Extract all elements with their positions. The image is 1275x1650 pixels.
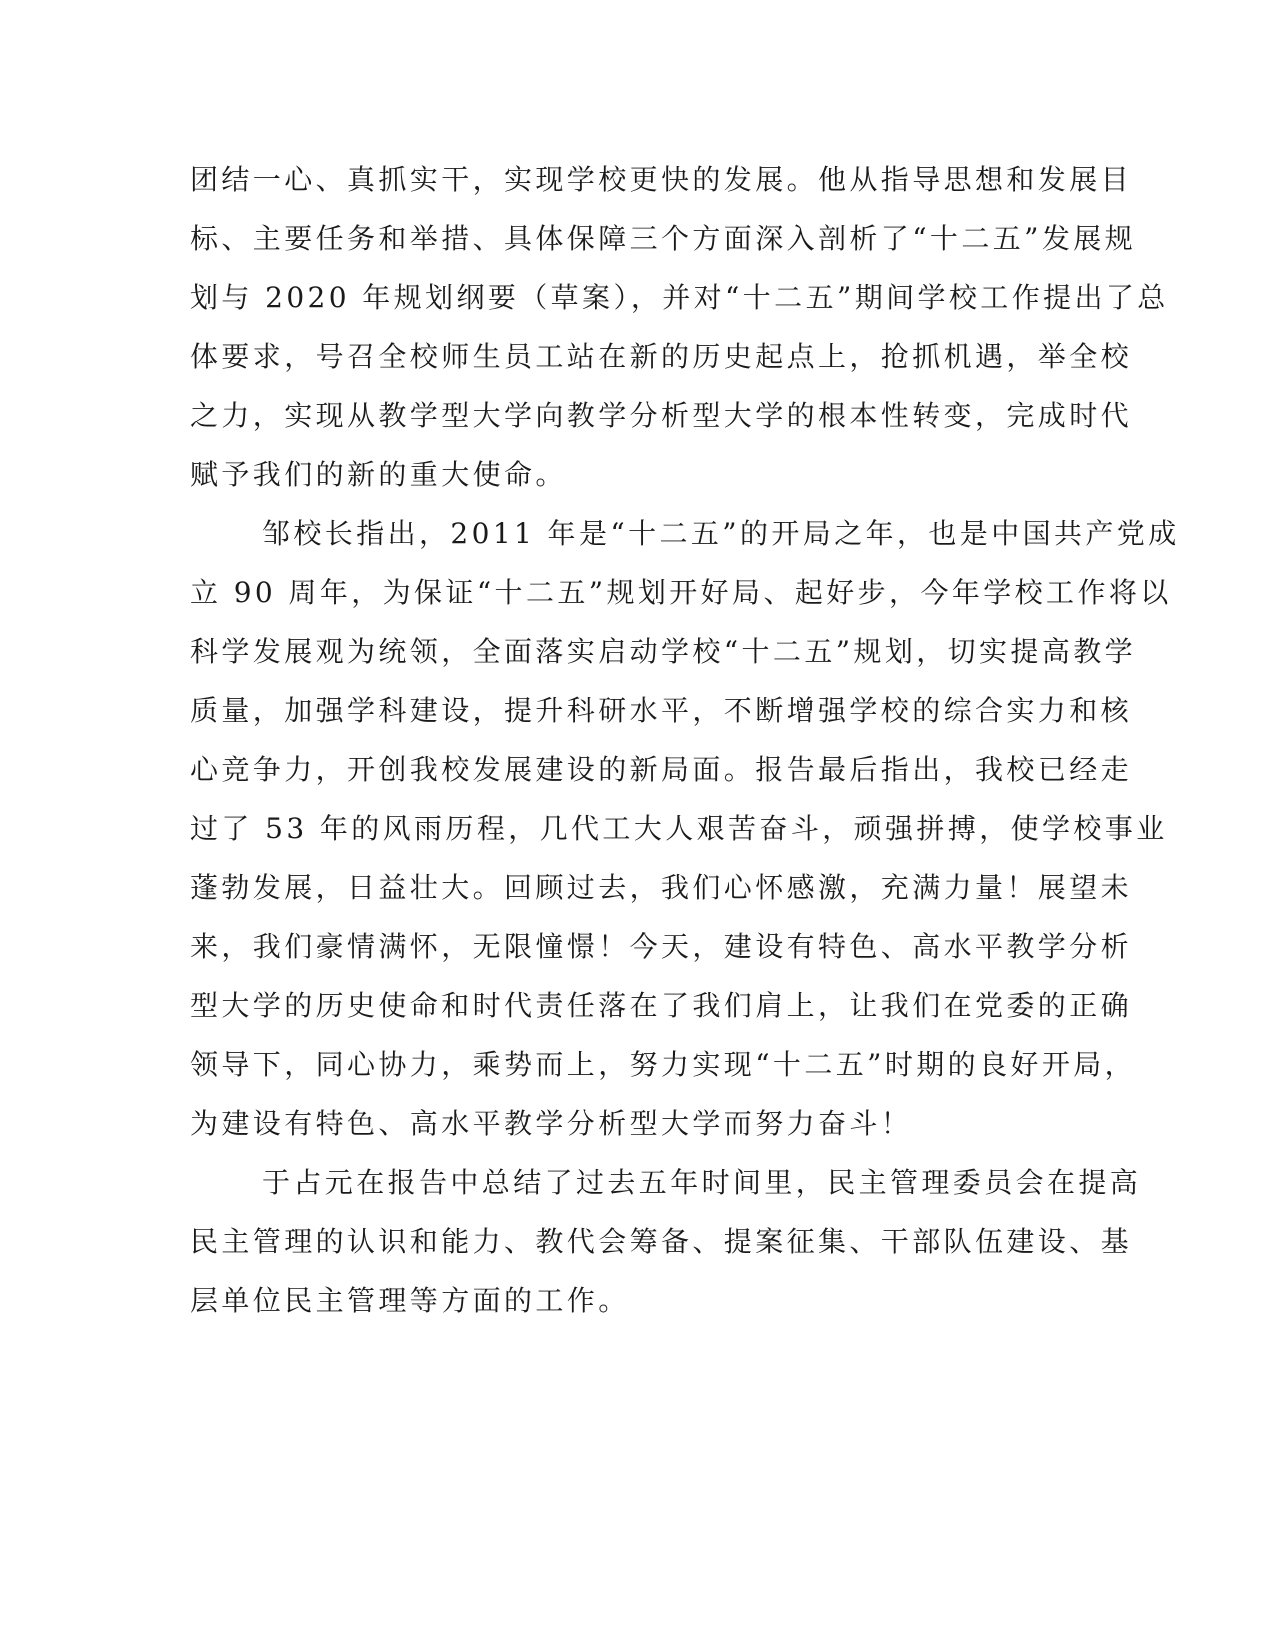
text-line: 心竞争力，开创我校发展建设的新局面。报告最后指出，我校已经走 (190, 753, 1133, 786)
text-line: 质量，加强学科建设，提升科研水平，不断增强学校的综合实力和核 (190, 694, 1133, 727)
paragraph-start-line: 于占元在报告中总结了过去五年时间里，民主管理委员会在提高 (262, 1166, 1142, 1199)
text-line: 团结一心、真抓实干，实现学校更快的发展。他从指导思想和发展目 (190, 163, 1133, 196)
text-line: 来，我们豪情满怀，无限憧憬！今天，建设有特色、高水平教学分析 (190, 930, 1133, 963)
text-line: 体要求，号召全校师生员工站在新的历史起点上，抢抓机遇，举全校 (190, 340, 1133, 373)
text-line: 型大学的历史使命和时代责任落在了我们肩上，让我们在党委的正确 (190, 989, 1133, 1022)
text-line: 层单位民主管理等方面的工作。 (190, 1284, 630, 1317)
text-line: 为建设有特色、高水平教学分析型大学而努力奋斗！ (190, 1107, 913, 1140)
text-line: 民主管理的认识和能力、教代会筹备、提案征集、干部队伍建设、基 (190, 1225, 1133, 1258)
text-line: 蓬勃发展，日益壮大。回顾过去，我们心怀感激，充满力量！展望未 (190, 871, 1133, 904)
text-line: 领导下，同心协力，乘势而上，努力实现“十二五”时期的良好开局， (190, 1048, 1137, 1081)
text-line: 过了 53 年的风雨历程，几代工大人艰苦奋斗，顽强拼搏，使学校事业 (190, 812, 1168, 845)
text-line: 立 90 周年，为保证“十二五”规划开好局、起好步，今年学校工作将以 (190, 576, 1172, 609)
text-line: 赋予我们的新的重大使命。 (190, 458, 567, 491)
text-line: 标、主要任务和举措、具体保障三个方面深入剖析了“十二五”发展规 (190, 222, 1137, 255)
text-line: 之力，实现从教学型大学向教学分析型大学的根本性转变，完成时代 (190, 399, 1133, 432)
text-line: 科学发展观为统领，全面落实启动学校“十二五”规划，切实提高教学 (190, 635, 1137, 668)
text-line: 划与 2020 年规划纲要（草案），并对“十二五”期间学校工作提出了总 (190, 281, 1169, 314)
paragraph-start-line: 邹校长指出，2011 年是“十二五”的开局之年，也是中国共产党成 (262, 517, 1180, 550)
